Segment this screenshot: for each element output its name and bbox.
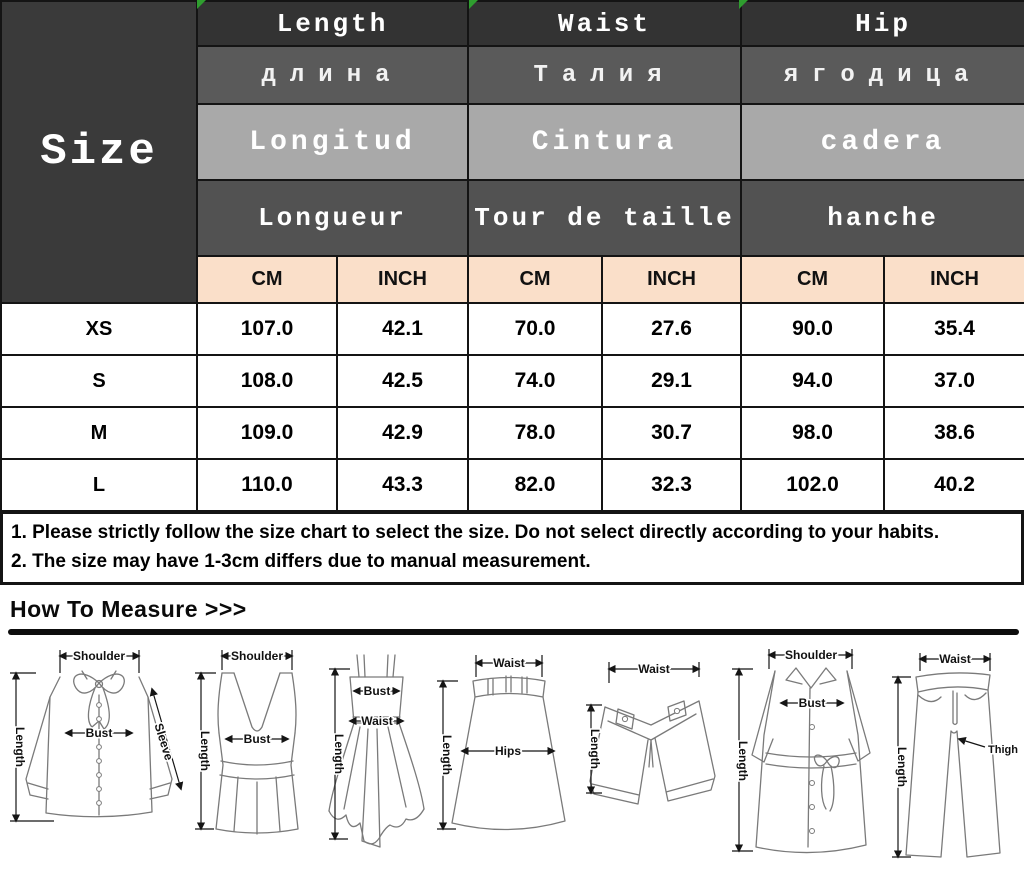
shorts-diagram	[582, 643, 722, 861]
blouse-shoulder-label: Shoulder	[72, 649, 126, 663]
header-length-es: Longitud	[197, 104, 468, 180]
table-row-m	[1, 407, 1024, 459]
header-length-ru: длина	[197, 46, 468, 104]
size-corner-cell: Size	[1, 1, 197, 303]
tank-top-diagram	[188, 643, 323, 861]
cell-value: 107.0	[197, 303, 337, 355]
coat-bust-label: Bust	[798, 696, 825, 710]
tank-shoulder-label: Shoulder	[231, 649, 284, 663]
cell-value: 42.1	[337, 303, 468, 355]
dress-bust-label: Bust	[363, 684, 390, 698]
table-row-s	[1, 355, 1024, 407]
table-row-xs	[1, 303, 1024, 355]
header-hip-es: cadera	[741, 104, 1024, 180]
table-row-l	[1, 459, 1024, 511]
shorts-outline	[590, 701, 715, 804]
tank-length-label: Length	[198, 731, 213, 771]
cell-value: 29.1	[602, 355, 741, 407]
pants-thigh-label: Thigh	[988, 744, 1018, 756]
size-label-l: L	[1, 459, 197, 511]
dress-length-label: Length	[331, 734, 346, 774]
note-1: 1. Please strictly follow the size chart to select the size. Do not select directly according to your habits.	[11, 522, 940, 543]
cell-value: 43.3	[337, 459, 468, 511]
cell-value: 70.0	[468, 303, 602, 355]
header-waist-es: Cintura	[468, 104, 741, 180]
divider-rule	[8, 629, 1019, 635]
coat-length-label: Length	[735, 741, 750, 781]
figure-blouse	[2, 643, 188, 866]
cell-value: 78.0	[468, 407, 602, 459]
cell-value: 27.6	[602, 303, 741, 355]
cell-corner-marker-icon	[197, 0, 206, 9]
pants-diagram	[887, 643, 1022, 861]
coat-shoulder-label: Shoulder	[784, 648, 837, 662]
cell-value: 42.5	[337, 355, 468, 407]
size-label-xs: XS	[1, 303, 197, 355]
blouse-diagram	[2, 643, 188, 861]
header-waist-en: Waist	[468, 1, 741, 46]
cell-value: 32.3	[602, 459, 741, 511]
unit-length-cm: CM	[197, 256, 337, 303]
unit-waist-cm: CM	[468, 256, 602, 303]
blouse-sleeve-label: Sleeve	[151, 721, 177, 763]
header-waist-ru: Талия	[468, 46, 741, 104]
blouse-bust-label: Bust	[85, 726, 113, 740]
skirt-length-label: Length	[439, 735, 454, 775]
blouse-length-label: Length	[13, 727, 27, 767]
size-label-m: M	[1, 407, 197, 459]
size-notes	[0, 512, 1024, 585]
unit-waist-inch: INCH	[602, 256, 741, 303]
cell-value: 90.0	[741, 303, 884, 355]
how-to-measure-title: How To Measure >>>	[10, 596, 247, 622]
size-label-s: S	[1, 355, 197, 407]
skirt-waist-label: Waist	[493, 656, 525, 670]
coat-diagram	[723, 643, 887, 861]
cell-value: 110.0	[197, 459, 337, 511]
dress-waist-label: Waist	[360, 714, 393, 728]
figure-dress	[324, 643, 430, 866]
cell-value: 42.9	[337, 407, 468, 459]
unit-hip-cm: CM	[741, 256, 884, 303]
figure-tank-top	[188, 643, 323, 866]
cell-corner-marker-icon	[739, 0, 748, 9]
cell-value: 37.0	[884, 355, 1024, 407]
shorts-length-label: Length	[588, 729, 603, 769]
figure-skirt	[430, 643, 582, 866]
cell-value: 98.0	[741, 407, 884, 459]
unit-hip-inch: INCH	[884, 256, 1024, 303]
blouse-outline	[26, 671, 172, 817]
cell-value: 82.0	[468, 459, 602, 511]
cell-value: 30.7	[602, 407, 741, 459]
header-length-fr: Longueur	[197, 180, 468, 256]
tank-outline	[216, 673, 298, 834]
figure-coat	[723, 643, 887, 866]
cell-value: 40.2	[884, 459, 1024, 511]
cell-value: 35.4	[884, 303, 1024, 355]
note-2: 2. The size may have 1-3cm differs due to manual measurement.	[11, 550, 591, 572]
dress-diagram	[324, 643, 430, 861]
cell-corner-marker-icon	[469, 0, 478, 9]
skirt-hips-label: Hips	[494, 744, 521, 758]
pants-length-label: Length	[894, 747, 909, 787]
measurement-diagrams	[2, 643, 1022, 866]
cell-value: 74.0	[468, 355, 602, 407]
pants-waist-label: Waist	[939, 652, 971, 666]
cell-value: 102.0	[741, 459, 884, 511]
figure-shorts	[582, 643, 722, 866]
skirt-diagram	[430, 643, 582, 861]
header-hip-fr: hanche	[741, 180, 1024, 256]
pants-outline	[906, 673, 1000, 857]
cell-value: 94.0	[741, 355, 884, 407]
cell-value: 109.0	[197, 407, 337, 459]
cell-value: 108.0	[197, 355, 337, 407]
header-waist-fr: Tour de taille	[468, 180, 741, 256]
figure-pants	[887, 643, 1022, 866]
cell-value: 38.6	[884, 407, 1024, 459]
header-hip-ru: ягодица	[741, 46, 1024, 104]
shorts-waist-label: Waist	[638, 662, 671, 676]
unit-length-inch: INCH	[337, 256, 468, 303]
tank-bust-label: Bust	[243, 732, 271, 746]
header-length-en: Length	[197, 1, 468, 46]
header-hip-en: Hip	[741, 1, 1024, 46]
